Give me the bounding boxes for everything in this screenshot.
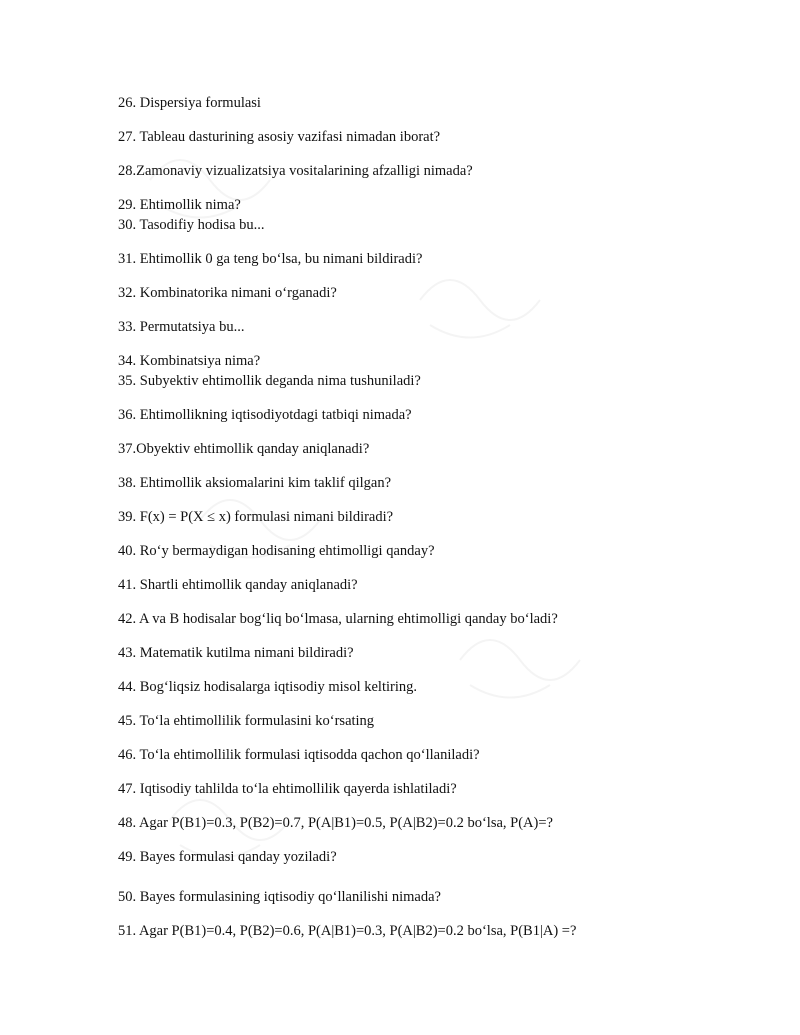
question-38: 38. Ehtimollik aksiomalarini kim taklif qilgan? — [118, 475, 392, 491]
question-26: 26. Dispersiya formulasi — [118, 95, 261, 111]
question-31: 31. Ehtimollik 0 ga teng bo‘lsa, bu nimani bildiradi? — [118, 251, 423, 267]
question-30: 30. Tasodifiy hodisa bu... — [118, 217, 265, 233]
watermark-ornament-4 — [460, 640, 580, 698]
question-40: 40. Ro‘y bermaydigan hodisaning ehtimolligi qanday? — [118, 543, 435, 559]
question-47: 47. Iqtisodiy tahlilda to‘la ehtimollilik qayerda ishlatiladi? — [118, 781, 457, 797]
question-34: 34. Kombinatsiya nima? — [118, 353, 261, 369]
question-43: 43. Matematik kutilma nimani bildiradi? — [118, 645, 354, 661]
question-35: 35. Subyektiv ehtimollik deganda nima tushuniladi? — [118, 373, 421, 389]
question-50: 50. Bayes formulasining iqtisodiy qo‘llanilishi nimada? — [118, 889, 441, 905]
watermark-ornament-2 — [420, 280, 540, 338]
question-27: 27. Tableau dasturining asosiy vazifasi nimadan iborat? — [118, 129, 441, 145]
question-46: 46. To‘la ehtimollilik formulasi iqtisodda qachon qo‘llaniladi? — [118, 747, 480, 763]
question-36: 36. Ehtimollikning iqtisodiyotdagi tatbiqi nimada? — [118, 407, 412, 423]
question-33: 33. Permutatsiya bu... — [118, 319, 245, 335]
question-48: 48. Agar P(B1)=0.3, P(B2)=0.7, P(A|B1)=0.5, P(A|B2)=0.2 bo‘lsa, P(A)=? — [118, 815, 553, 831]
question-29: 29. Ehtimollik nima? — [118, 197, 241, 213]
question-28: 28.Zamonaviy vizualizatsiya vositalarining afzalligi nimada? — [118, 163, 473, 179]
question-45: 45. To‘la ehtimollilik formulasini ko‘rsating — [118, 713, 375, 729]
question-39: 39. F(x) = P(X ≤ x) formulasi nimani bildiradi? — [118, 509, 394, 525]
question-37: 37.Obyektiv ehtimollik qanday aniqlanadi? — [118, 441, 370, 457]
question-49: 49. Bayes formulasi qanday yoziladi? — [118, 849, 337, 865]
question-41: 41. Shartli ehtimollik qanday aniqlanadi? — [118, 577, 358, 593]
question-32: 32. Kombinatorika nimani o‘rganadi? — [118, 285, 337, 301]
question-42: 42. A va B hodisalar bog‘liq bo‘lmasa, ularning ehtimolligi qanday bo‘ladi? — [118, 611, 558, 627]
question-44: 44. Bog‘liqsiz hodisalarga iqtisodiy misol keltiring. — [118, 679, 417, 695]
question-51: 51. Agar P(B1)=0.4, P(B2)=0.6, P(A|B1)=0.3, P(A|B2)=0.2 bo‘lsa, P(B1|A) =? — [118, 923, 577, 939]
